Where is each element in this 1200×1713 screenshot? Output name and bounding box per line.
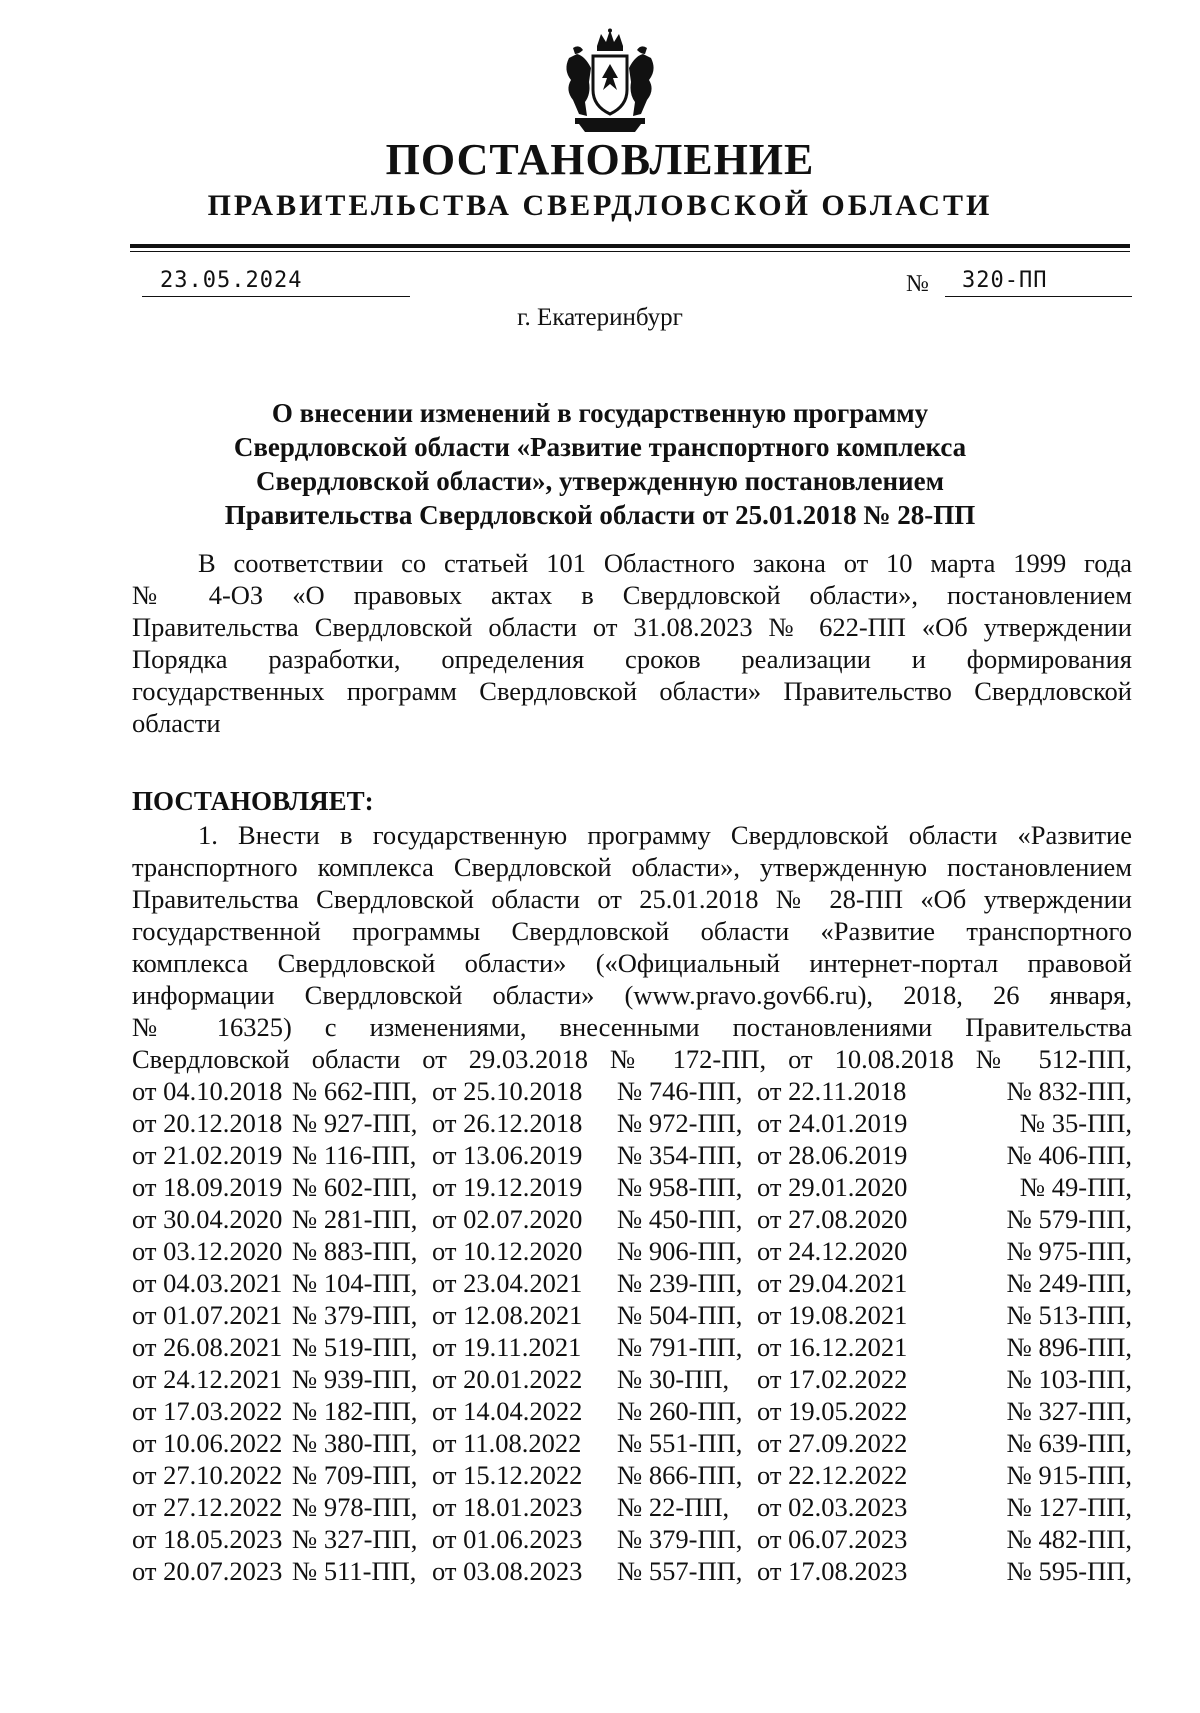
amendment-number: № 104-ПП, — [292, 1268, 418, 1298]
amendment-date: от 10.06.2022 — [132, 1428, 283, 1458]
amendment-date: от 01.07.2021 — [132, 1300, 283, 1330]
amendment-number: № 49-ПП, — [1019, 1172, 1132, 1202]
document-title: ПОСТАНОВЛЕНИЕ — [385, 135, 815, 184]
item-1-line: Свердловской области от 29.03.2018 № 172-ПП, от 10.08.2018 № 512-ПП, — [132, 1044, 1132, 1074]
amendment-date: от 19.12.2019 — [432, 1172, 583, 1202]
amendment-date: от 29.01.2020 — [757, 1172, 908, 1202]
amendment-number: № 513-ПП, — [1006, 1300, 1132, 1330]
amendment-number: № 595-ПП, — [1006, 1556, 1132, 1586]
amendment-row — [132, 1139, 1132, 1171]
amendment-number: № 380-ПП, — [292, 1428, 418, 1458]
amendment-date: от 03.08.2023 — [432, 1556, 583, 1586]
amendment-number: № 249-ПП, — [1006, 1268, 1132, 1298]
amendment-number: № 511-ПП, — [292, 1556, 417, 1586]
amendment-number: № 709-ПП, — [292, 1460, 418, 1490]
amendment-date: от 27.08.2020 — [757, 1204, 908, 1234]
amendment-date: от 28.06.2019 — [757, 1140, 908, 1170]
amendment-number: № 896-ПП, — [1006, 1332, 1132, 1362]
amendment-number: № 602-ПП, — [292, 1172, 418, 1202]
amendment-row — [132, 1171, 1132, 1203]
amendment-date: от 11.08.2022 — [432, 1428, 582, 1458]
amendment-date: от 20.01.2022 — [432, 1364, 583, 1394]
amendment-date: от 13.06.2019 — [432, 1140, 583, 1170]
amendment-date: от 22.11.2018 — [757, 1076, 907, 1106]
amendment-date: от 16.12.2021 — [757, 1332, 908, 1362]
amendment-date: от 10.12.2020 — [432, 1236, 583, 1266]
amendment-date: от 17.02.2022 — [757, 1364, 908, 1394]
amendment-row — [132, 1555, 1132, 1587]
amendment-date: от 04.03.2021 — [132, 1268, 283, 1298]
amendment-date: от 19.05.2022 — [757, 1396, 908, 1426]
heading-line: О внесении изменений в государственную программу — [271, 398, 929, 428]
amendment-number: № 927-ПП, — [292, 1108, 418, 1138]
amendment-date: от 17.08.2023 — [757, 1556, 908, 1586]
amendment-date: от 24.12.2021 — [132, 1364, 283, 1394]
heading-line: Свердловской области», утвержденную постановлением — [256, 466, 944, 496]
amendment-number: № 579-ПП, — [1006, 1204, 1132, 1234]
preamble-line: В соответствии со статьей 101 Областного закона от 10 марта 1999 года — [198, 548, 1132, 578]
amendment-row — [132, 1363, 1132, 1395]
amendment-number: № 450-ПП, — [617, 1204, 743, 1234]
amendment-date: от 30.04.2020 — [132, 1204, 283, 1234]
amendment-date: от 23.04.2021 — [432, 1268, 583, 1298]
amendment-number: № 939-ПП, — [292, 1364, 418, 1394]
coat-of-arms-emblem — [555, 28, 665, 138]
amendment-date: от 26.08.2021 — [132, 1332, 283, 1362]
amendment-date: от 18.05.2023 — [132, 1524, 283, 1554]
amendment-number: № 791-ПП, — [617, 1332, 743, 1362]
amendment-date: от 27.09.2022 — [757, 1428, 908, 1458]
amendment-number: № 406-ПП, — [1006, 1140, 1132, 1170]
amendment-number: № 281-ПП, — [292, 1204, 418, 1234]
amendment-number: № 866-ПП, — [617, 1460, 743, 1490]
amendment-number: № 519-ПП, — [292, 1332, 418, 1362]
preamble-line: № 4-ОЗ «О правовых актах в Свердловской области», постановлением — [132, 580, 1132, 610]
amendment-date: от 25.10.2018 — [432, 1076, 583, 1106]
amendment-row — [132, 1107, 1132, 1139]
amendment-date: от 12.08.2021 — [432, 1300, 583, 1330]
item-1-line: информации Свердловской области» (www.pravo.gov66.ru), 2018, 26 января, — [132, 980, 1132, 1010]
amendment-number: № 883-ПП, — [292, 1236, 418, 1266]
amendment-number: № 327-ПП, — [292, 1524, 418, 1554]
amendment-date: от 27.10.2022 — [132, 1460, 283, 1490]
amendment-row — [132, 1427, 1132, 1459]
amendment-number: № 557-ПП, — [617, 1556, 743, 1586]
amendment-date: от 06.07.2023 — [757, 1524, 908, 1554]
amendment-number: № 327-ПП, — [1006, 1396, 1132, 1426]
amendment-date: от 03.12.2020 — [132, 1236, 283, 1266]
amendment-date: от 26.12.2018 — [432, 1108, 583, 1138]
amendments-list — [132, 1075, 1132, 1587]
amendment-number: № 958-ПП, — [617, 1172, 743, 1202]
document-heading — [150, 396, 1050, 532]
document-number: 320-ПП — [962, 268, 1048, 293]
amendment-row — [132, 1523, 1132, 1555]
amendment-date: от 24.12.2020 — [757, 1236, 908, 1266]
amendment-date: от 02.07.2020 — [432, 1204, 583, 1234]
amendment-date: от 27.12.2022 — [132, 1492, 283, 1522]
number-label: № — [906, 271, 929, 297]
amendment-number: № 260-ПП, — [617, 1396, 743, 1426]
amendment-date: от 18.09.2019 — [132, 1172, 283, 1202]
preamble-line: Правительства Свердловской области от 31.08.2023 № 622-ПП «Об утверждении — [132, 612, 1132, 642]
item-1-paragraph — [132, 819, 1132, 1075]
item-1-line: 1. Внести в государственную программу Свердловской области «Развитие — [198, 820, 1132, 850]
amendment-date: от 22.12.2022 — [757, 1460, 908, 1490]
item-1-line: государственной программы Свердловской области «Развитие транспортного — [132, 916, 1132, 946]
amendment-date: от 04.10.2018 — [132, 1076, 283, 1106]
amendment-number: № 182-ПП, — [292, 1396, 418, 1426]
amendment-number: № 915-ПП, — [1006, 1460, 1132, 1490]
amendment-date: от 15.12.2022 — [432, 1460, 583, 1490]
amendment-row — [132, 1459, 1132, 1491]
amendment-number: № 662-ПП, — [292, 1076, 418, 1106]
amendment-number: № 975-ПП, — [1006, 1236, 1132, 1266]
amendment-date: от 20.12.2018 — [132, 1108, 283, 1138]
item-1-line: Правительства Свердловской области от 25.01.2018 № 28-ПП «Об утверждении — [132, 884, 1132, 914]
preamble-line: Порядка разработки, определения сроков реализации и формирования — [132, 644, 1132, 674]
item-1-line: комплекса Свердловской области» («Официальный интернет-портал правовой — [132, 948, 1132, 978]
amendment-number: № 746-ПП, — [617, 1076, 743, 1106]
amendment-number: № 978-ПП, — [292, 1492, 418, 1522]
city: г. Екатеринбург — [517, 304, 683, 331]
document-subtitle: ПРАВИТЕЛЬСТВА СВЕРДЛОВСКОЙ ОБЛАСТИ — [207, 189, 993, 222]
amendment-number: № 551-ПП, — [617, 1428, 743, 1458]
amendment-row — [132, 1331, 1132, 1363]
amendment-row — [132, 1267, 1132, 1299]
amendment-number: № 35-ПП, — [1019, 1108, 1132, 1138]
amendment-date: от 21.02.2019 — [132, 1140, 283, 1170]
date-underline — [142, 296, 410, 297]
preamble-line: государственных программ Свердловской области» Правительство Свердловской — [132, 676, 1132, 706]
amendment-number: № 379-ПП, — [617, 1524, 743, 1554]
amendment-number: № 239-ПП, — [617, 1268, 743, 1298]
amendment-date: от 20.07.2023 — [132, 1556, 283, 1586]
header-rule-thin — [130, 251, 1130, 252]
item-1-line: № 16325) с изменениями, внесенными постановлениями Правительства — [132, 1012, 1132, 1042]
amendment-number: № 972-ПП, — [617, 1108, 743, 1138]
header-rule-thick — [130, 244, 1130, 248]
preamble-line: области — [132, 708, 221, 738]
amendment-number: № 639-ПП, — [1006, 1428, 1132, 1458]
amendment-date: от 19.11.2021 — [432, 1332, 582, 1362]
number-underline — [945, 296, 1132, 297]
amendment-number: № 116-ПП, — [292, 1140, 417, 1170]
amendment-number: № 482-ПП, — [1006, 1524, 1132, 1554]
preamble-paragraph — [132, 547, 1132, 739]
amendment-row — [132, 1075, 1132, 1107]
amendment-number: № 22-ПП, — [617, 1492, 730, 1522]
document-date: 23.05.2024 — [160, 268, 303, 293]
amendment-row — [132, 1395, 1132, 1427]
amendment-row — [132, 1299, 1132, 1331]
heading-line: Свердловской области «Развитие транспортного комплекса — [233, 432, 967, 462]
amendment-date: от 18.01.2023 — [432, 1492, 583, 1522]
amendment-number: № 832-ПП, — [1006, 1076, 1132, 1106]
heading-line: Правительства Свердловской области от 25.01.2018 № 28-ПП — [224, 500, 976, 530]
amendment-date: от 24.01.2019 — [757, 1108, 908, 1138]
amendment-number: № 906-ПП, — [617, 1236, 743, 1266]
amendment-row — [132, 1235, 1132, 1267]
amendment-row — [132, 1203, 1132, 1235]
item-1-line: транспортного комплекса Свердловской области», утвержденную постановлением — [132, 852, 1132, 882]
amendment-date: от 01.06.2023 — [432, 1524, 583, 1554]
resolves-heading: ПОСТАНОВЛЯЕТ: — [132, 786, 374, 816]
amendment-number: № 127-ПП, — [1006, 1492, 1132, 1522]
amendment-number: № 30-ПП, — [617, 1364, 730, 1394]
amendment-number: № 103-ПП, — [1006, 1364, 1132, 1394]
amendment-date: от 17.03.2022 — [132, 1396, 283, 1426]
amendment-date: от 14.04.2022 — [432, 1396, 583, 1426]
amendment-date: от 29.04.2021 — [757, 1268, 908, 1298]
amendment-number: № 379-ПП, — [292, 1300, 418, 1330]
amendment-date: от 19.08.2021 — [757, 1300, 908, 1330]
amendment-date: от 02.03.2023 — [757, 1492, 908, 1522]
amendment-number: № 504-ПП, — [617, 1300, 743, 1330]
amendment-row — [132, 1491, 1132, 1523]
amendment-number: № 354-ПП, — [617, 1140, 743, 1170]
